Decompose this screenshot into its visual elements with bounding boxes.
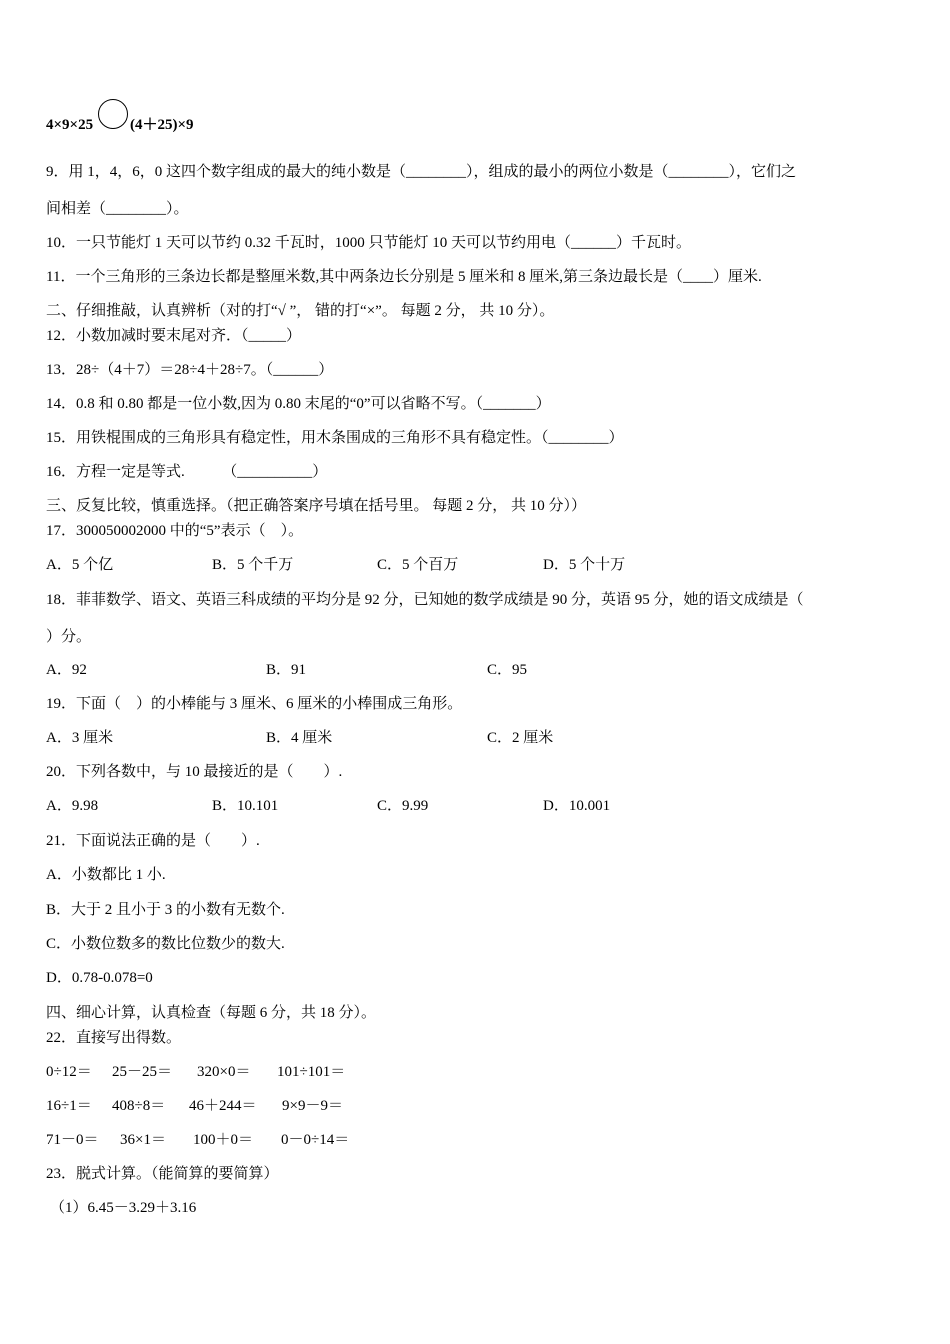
q19-option-c[interactable]: C．2 厘米 — [487, 730, 554, 746]
q22-cell: 320×0＝ — [197, 1064, 251, 1080]
q22-cell: 9×9－9＝ — [282, 1098, 343, 1114]
q9-line2: 间相差（________）。 — [46, 201, 189, 217]
q21-stem: 21．下面说法正确的是（ ）. — [46, 833, 260, 849]
q15: 15．用铁棍围成的三角形具有稳定性，用木条围成的三角形不具有稳定性。（________） — [46, 430, 624, 446]
q17-option-c[interactable]: C．5 个百万 — [377, 557, 459, 573]
q22-cell: 0÷12＝ — [46, 1064, 92, 1080]
q23-item-1: （1）6.45－3.29＋3.16 — [50, 1200, 197, 1216]
q19-stem: 19．下面（ ）的小棒能与 3 厘米、6 厘米的小棒围成三角形。 — [46, 696, 463, 712]
q21-option-c[interactable]: C．小数位数多的数比位数少的数大. — [46, 936, 285, 952]
q18-option-a[interactable]: A．92 — [46, 662, 87, 678]
q22-cell: 101÷101＝ — [277, 1064, 346, 1080]
q18-option-c[interactable]: C．95 — [487, 662, 528, 678]
q21-option-a[interactable]: A．小数都比 1 小. — [46, 867, 166, 883]
q21-option-b[interactable]: B．大于 2 且小于 3 的小数有无数个. — [46, 902, 285, 918]
q20-option-a[interactable]: A．9.98 — [46, 798, 99, 814]
q20-option-d[interactable]: D．10.001 — [543, 798, 611, 814]
q17-stem: 17．300050002000 中的“5”表示（ ）。 — [46, 523, 304, 539]
compare-left: 4×9×25 — [46, 117, 94, 133]
q19-option-a[interactable]: A．3 厘米 — [46, 730, 114, 746]
section-2-heading: 二、仔细推敲，认真辨析（对的打“√ ”， 错的打“×”。 每题 2 分， 共 10 分）。 — [46, 303, 555, 319]
q18-option-b[interactable]: B．91 — [266, 662, 307, 678]
q22-cell: 0－0÷14＝ — [281, 1132, 350, 1148]
q10: 10．一只节能灯 1 天可以节约 0.32 千瓦时，1000 只节能灯 10 天可以节约用电（______）千瓦时。 — [46, 235, 692, 251]
q22-cell: 25－25＝ — [112, 1064, 173, 1080]
q9-line1: 9．用 1，4，6，0 这四个数字组成的最大的纯小数是（________），组成的最小的两位小数是（________），它们之 — [46, 164, 797, 180]
q16: 16．方程一定是等式. （__________） — [46, 464, 328, 480]
q11: 11．一个三角形的三条边长都是整厘米数,其中两条边长分别是 5 厘米和 8 厘米,第三条边最长是（____）厘米. — [46, 269, 762, 285]
q22-cell: 46＋244＝ — [189, 1098, 257, 1114]
q17-option-b[interactable]: B．5 个千万 — [212, 557, 294, 573]
q20-option-b[interactable]: B．10.101 — [212, 798, 279, 814]
compare-circle-blank[interactable] — [98, 99, 128, 129]
q19-option-b[interactable]: B．4 厘米 — [266, 730, 333, 746]
q22-cell: 100＋0＝ — [193, 1132, 254, 1148]
q22-cell: 408÷8＝ — [112, 1098, 166, 1114]
section-4-heading: 四、细心计算，认真检查（每题 6 分，共 18 分）。 — [46, 1005, 377, 1021]
q13: 13．28÷（4＋7）＝28÷4＋28÷7。（______） — [46, 362, 334, 378]
q22-stem: 22．直接写出得数。 — [46, 1030, 182, 1046]
q23-stem: 23．脱式计算。（能简算的要简算） — [46, 1166, 279, 1182]
q12: 12．小数加减时要末尾对齐．（_____） — [46, 328, 302, 344]
q20-stem: 20．下列各数中，与 10 最接近的是（ ）. — [46, 764, 343, 780]
section-3-heading: 三、反复比较，慎重选择。（把正确答案序号填在括号里。 每题 2 分， 共 10 分）） — [46, 498, 587, 514]
q22-cell: 71－0＝ — [46, 1132, 99, 1148]
q21-option-d[interactable]: D．0.78-0.078=0 — [46, 970, 153, 986]
q17-option-a[interactable]: A．5 个亿 — [46, 557, 114, 573]
compare-right: (4＋25)×9 — [130, 117, 194, 133]
q17-option-d[interactable]: D．5 个十万 — [543, 557, 626, 573]
q22-cell: 16÷1＝ — [46, 1098, 92, 1114]
q20-option-c[interactable]: C．9.99 — [377, 798, 429, 814]
q18-line1: 18．菲菲数学、语文、英语三科成绩的平均分是 92 分，已知她的数学成绩是 90 分，英语 95 分，她的语文成绩是（ — [46, 592, 804, 608]
q14: 14．0.8 和 0.80 都是一位小数,因为 0.80 末尾的“0”可以省略不写。（_______） — [46, 396, 551, 412]
q22-cell: 36×1＝ — [120, 1132, 166, 1148]
q18-line2: ）分。 — [46, 629, 92, 645]
